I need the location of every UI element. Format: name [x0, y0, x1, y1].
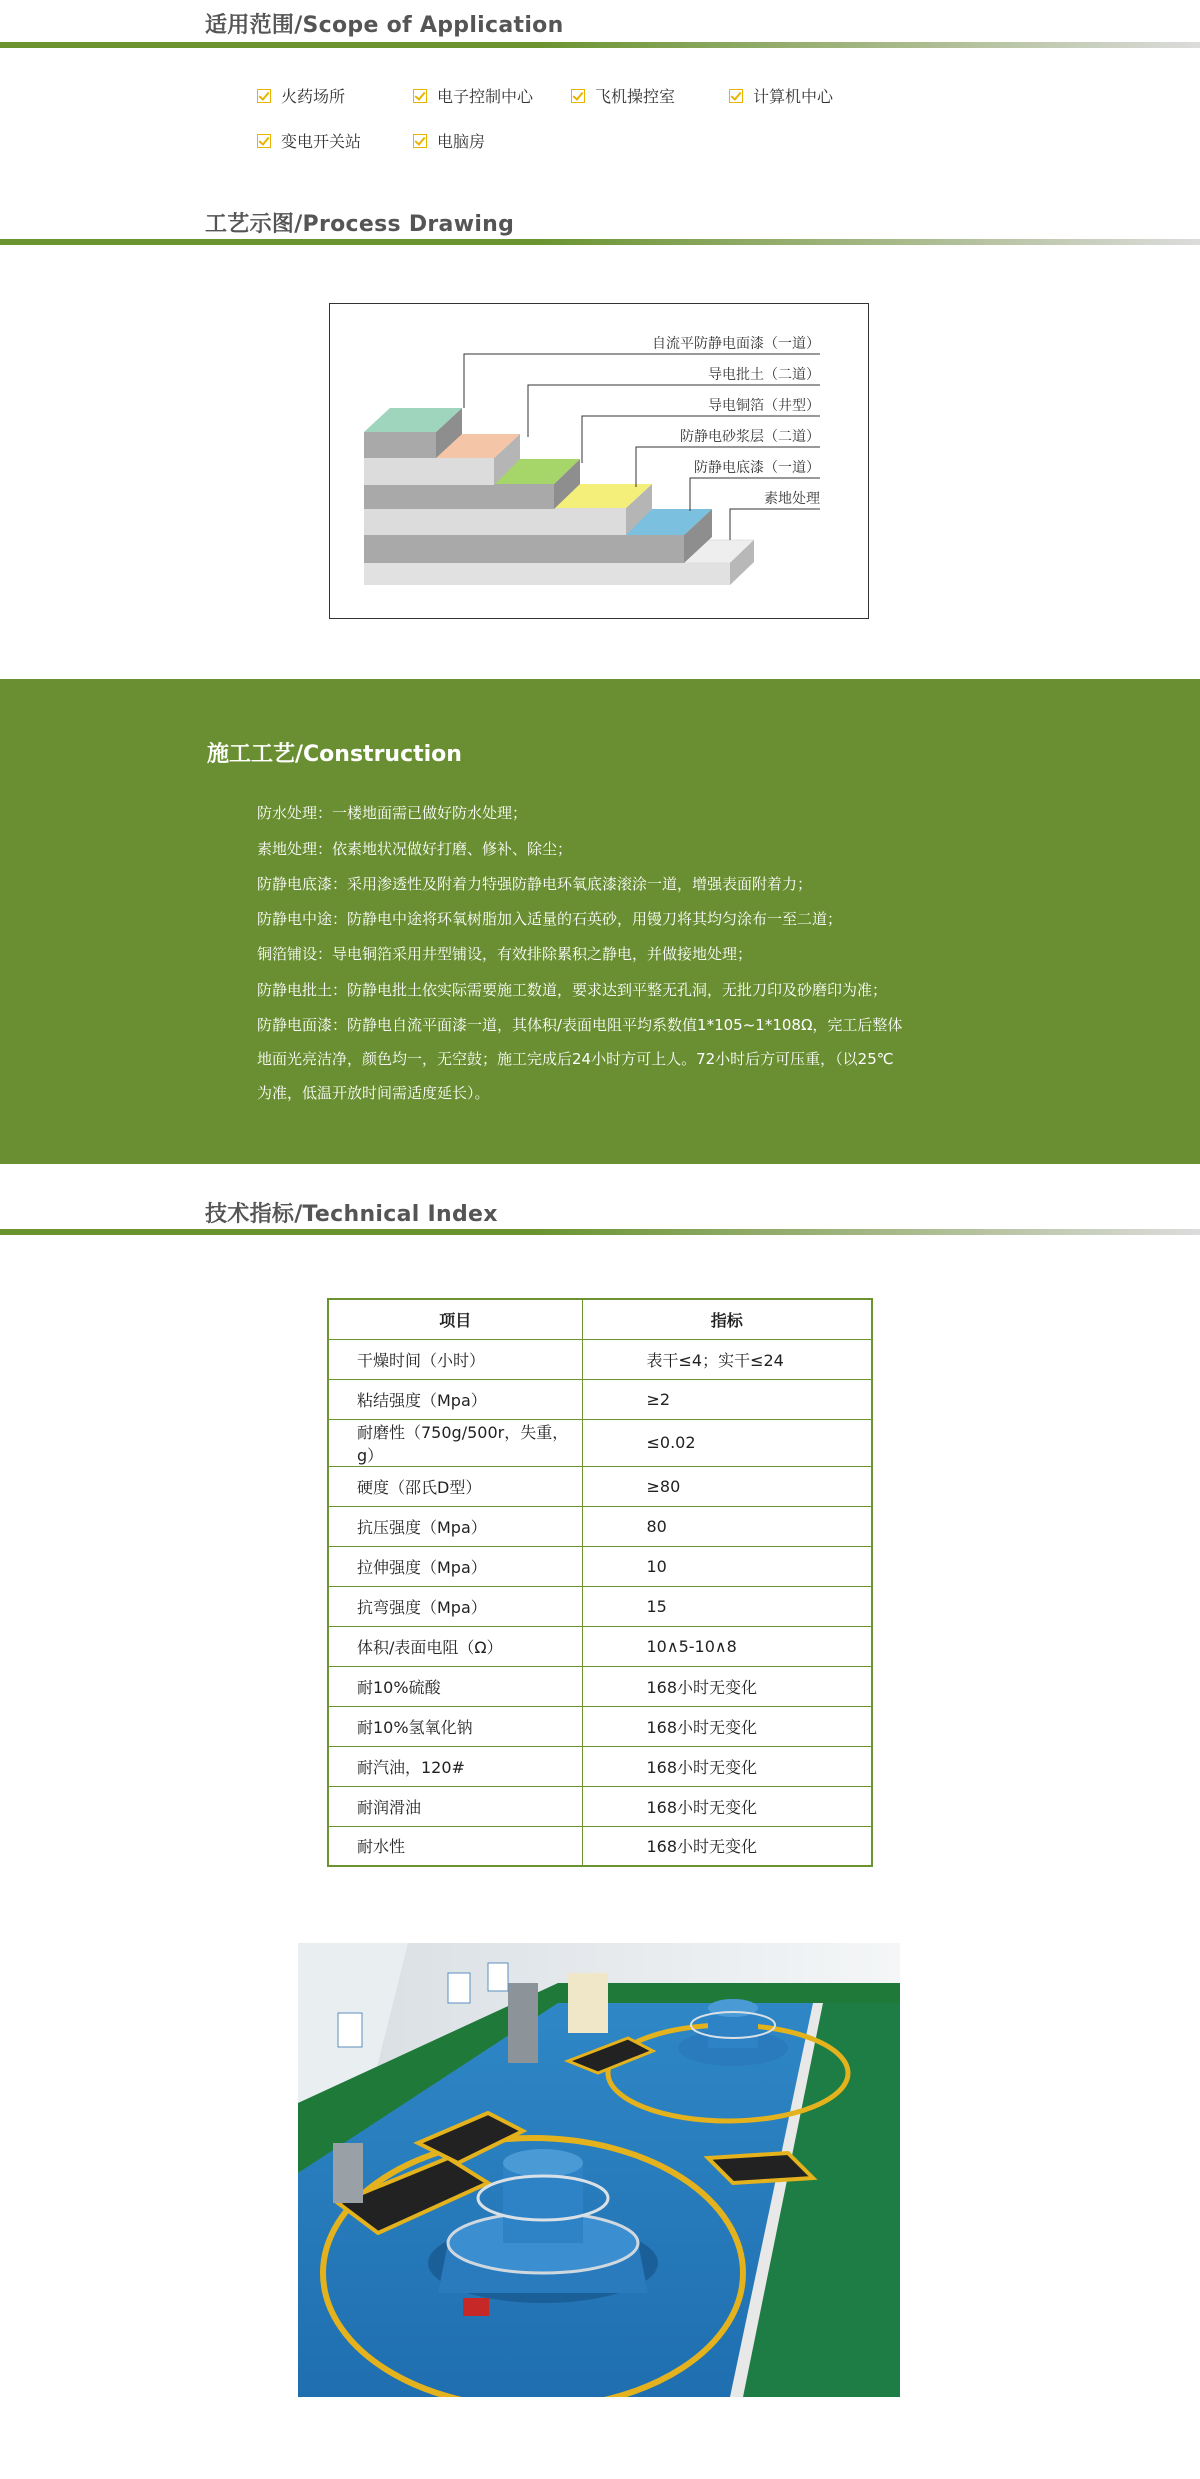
row-item: 耐10%硫酸: [328, 1666, 582, 1706]
table-row: [328, 1666, 872, 1706]
row-value: 168小时无变化: [582, 1746, 872, 1786]
process-title: 工艺示图/Process Drawing: [205, 212, 515, 237]
technical-index-table: [327, 1298, 873, 1867]
row-value: 168小时无变化: [582, 1786, 872, 1826]
construction-step: 防静电底漆：采用渗透性及附着力特强防静电环氧底漆滚涂一道，增强表面附着力；: [257, 875, 813, 893]
scope-item-label: 变电开关站: [281, 132, 362, 151]
table-row: [328, 1506, 872, 1546]
scope-item-label: 电脑房: [437, 132, 486, 151]
technical-divider: [0, 1229, 1200, 1235]
layer-label-copper-foil: 导电铜箔（井型）: [708, 398, 820, 414]
scope-item: [257, 129, 361, 152]
floor-installation-photo: [298, 1943, 900, 2397]
table-row: [328, 1586, 872, 1626]
row-item: 耐汽油，120#: [328, 1746, 582, 1786]
row-item: 抗压强度（Mpa）: [328, 1506, 582, 1546]
checkbox-icon: [571, 89, 585, 103]
table-row: [328, 1546, 872, 1586]
row-value: 10: [582, 1546, 872, 1586]
row-value: 15: [582, 1586, 872, 1626]
table-row: [328, 1419, 872, 1466]
row-value: 168小时无变化: [582, 1706, 872, 1746]
layer-label-mortar: 防静电砂浆层（二道）: [680, 429, 820, 445]
checkbox-icon: [413, 89, 427, 103]
table-row: [328, 1706, 872, 1746]
table-row: [328, 1786, 872, 1826]
scope-item: [257, 84, 345, 107]
row-value: 表干≤4；实干≤24: [582, 1339, 872, 1379]
construction-step: 防水处理：一楼地面需已做好防水处理；: [257, 804, 528, 822]
table-row: [328, 1466, 872, 1506]
construction-step: 为准，低温开放时间需适度延长）。: [257, 1084, 490, 1102]
table-row: [328, 1379, 872, 1419]
row-item: 耐10%氢氧化钠: [328, 1706, 582, 1746]
table-header-row: [328, 1299, 872, 1339]
construction-step: 素地处理：依素地状况做好打磨、修补、除尘；: [257, 840, 573, 858]
construction-step: 地面光亮洁净，颜色均一，无空鼓；施工完成后24小时方可上人。72小时后方可压重，（以25℃: [257, 1050, 894, 1068]
row-item: 耐润滑油: [328, 1786, 582, 1826]
scope-item-label: 飞机操控室: [595, 87, 676, 106]
construction-step: 铜箔铺设：导电铜箔采用井型铺设，有效排除累积之静电，并做接地处理；: [257, 945, 753, 963]
technical-title: 技术指标/Technical Index: [205, 1202, 498, 1227]
construction-title: 施工工艺/Construction: [207, 742, 462, 767]
row-value: 10∧5-10∧8: [582, 1626, 872, 1666]
checkbox-icon: [257, 134, 271, 148]
row-value: ≥2: [582, 1379, 872, 1419]
layer-label-primer: 防静电底漆（一道）: [694, 460, 820, 476]
table-row: [328, 1626, 872, 1666]
row-item: 干燥时间（小时）: [328, 1339, 582, 1379]
scope-item: [729, 84, 833, 107]
scope-item: [413, 129, 485, 152]
scope-divider: [0, 42, 1200, 48]
scope-item-label: 电子控制中心: [437, 87, 534, 106]
row-item: 耐水性: [328, 1826, 582, 1866]
row-item: 抗弯强度（Mpa）: [328, 1586, 582, 1626]
table-row: [328, 1746, 872, 1786]
checkbox-icon: [257, 89, 271, 103]
table-row: [328, 1339, 872, 1379]
row-value: 168小时无变化: [582, 1666, 872, 1706]
table-row: [328, 1826, 872, 1866]
row-item: 硬度（邵氏D型）: [328, 1466, 582, 1506]
layer-stack-illustration: [330, 304, 867, 617]
scope-item-label: 计算机中心: [753, 87, 834, 106]
scope-item-label: 火药场所: [281, 87, 346, 106]
construction-section: [0, 679, 1200, 1164]
layer-label-putty: 导电批土（二道）: [708, 367, 820, 383]
checkbox-icon: [729, 89, 743, 103]
construction-step: 防静电面漆：防静电自流平面漆一道，其体积/表面电阻平均系数值1*105~1*108Ω，完工后整体: [257, 1016, 903, 1034]
row-value: ≤0.02: [582, 1419, 872, 1466]
row-value: ≥80: [582, 1466, 872, 1506]
column-header-index: 指标: [582, 1299, 872, 1339]
column-header-item: 项目: [328, 1299, 582, 1339]
scope-title: 适用范围/Scope of Application: [205, 13, 564, 38]
layer-label-top-coat: 自流平防静电面漆（一道）: [652, 336, 820, 352]
scope-item: [571, 84, 675, 107]
row-item: 耐磨性（750g/500r，失重，g）: [328, 1419, 582, 1466]
layer-label-substrate: 素地处理: [764, 491, 820, 507]
scope-item: [413, 84, 533, 107]
process-divider: [0, 239, 1200, 245]
construction-step: 防静电中途：防静电中途将环氧树脂加入适量的石英砂，用镘刀将其均匀涂布一至二道；: [257, 910, 843, 928]
row-item: 体积/表面电阻（Ω）: [328, 1626, 582, 1666]
row-value: 80: [582, 1506, 872, 1546]
row-item: 粘结强度（Mpa）: [328, 1379, 582, 1419]
row-item: 拉伸强度（Mpa）: [328, 1546, 582, 1586]
process-diagram: [329, 303, 869, 619]
row-value: 168小时无变化: [582, 1826, 872, 1866]
construction-step: 防静电批土：防静电批土依实际需要施工数道，要求达到平整无孔洞，无批刀印及砂磨印为准；: [257, 981, 888, 999]
checkbox-icon: [413, 134, 427, 148]
